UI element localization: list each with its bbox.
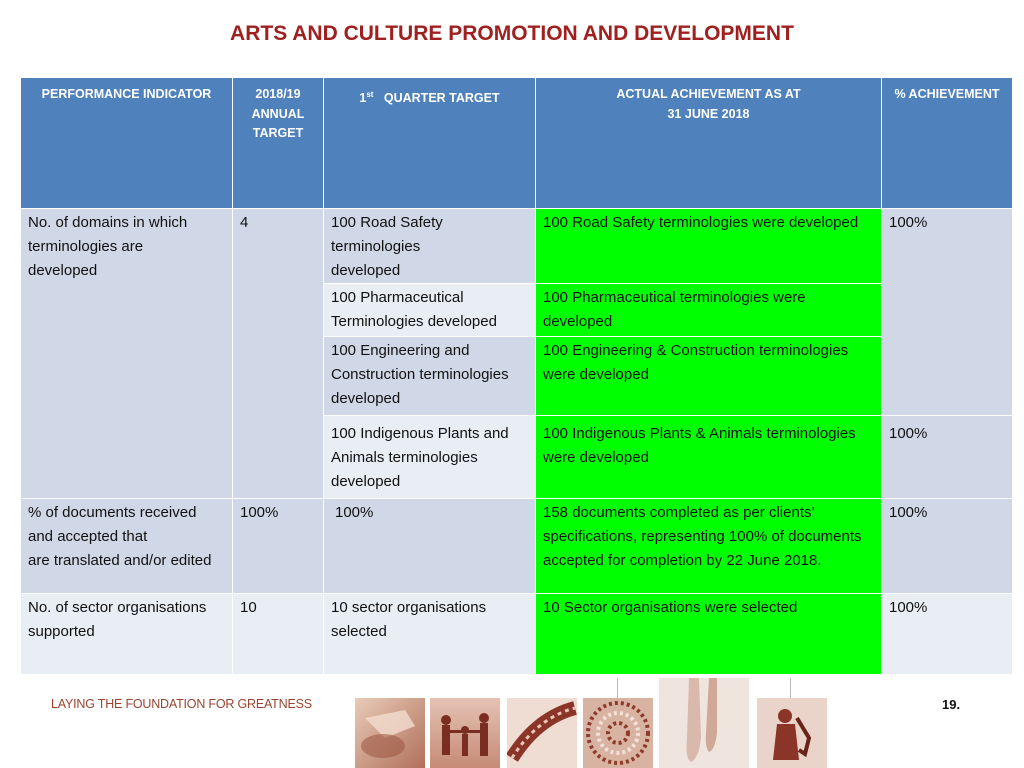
page-number: 19. (942, 697, 961, 712)
indicator-cell (21, 499, 233, 594)
quarter-target-cell: 100 Engineering and Construction terminologies developed (324, 337, 536, 416)
table-row (21, 209, 1013, 284)
footer-tagline: LAYING THE FOUNDATION FOR GREATNESS (51, 697, 312, 711)
actual-achievement-cell: 158 documents completed as per clients’ specifications, representing 100% of documents accepted for completion by 22 June 2018. (536, 499, 882, 594)
header-annual-target: 2018/19 ANNUAL TARGET (233, 78, 324, 209)
photo-saxophone-player (757, 698, 827, 768)
annual-target-cell: 4 (233, 209, 324, 499)
header-performance-indicator: PERFORMANCE INDICATOR (21, 78, 233, 209)
percent-cell: 100% (882, 416, 1013, 499)
footer-divider-right (790, 678, 791, 700)
table-row (21, 499, 1013, 594)
indicator-cell: No. of sector organisations supported (21, 594, 233, 675)
percent-cell: 100% (882, 499, 1013, 594)
indicator-line: and accepted that (28, 528, 148, 545)
header-actual-achievement (536, 78, 882, 209)
header-actual-line1: ACTUAL ACHIEVEMENT AS AT (616, 87, 801, 101)
annual-target-cell: 100% (233, 499, 324, 594)
percent-cell: 100% (882, 209, 1013, 416)
percent-cell: 100% (882, 594, 1013, 675)
quarter-target-cell: 100 Indigenous Plants and Animals terminologies developed (324, 416, 536, 499)
header-quarter-suffix: st (366, 90, 374, 99)
page-title: ARTS AND CULTURE PROMOTION AND DEVELOPMENT (230, 22, 794, 45)
quarter-target-cell: 10 sector organisations selected (324, 594, 536, 675)
header-percent-achievement: % ACHIEVEMENT (882, 78, 1013, 209)
header-quarter-target (324, 78, 536, 209)
indicator-cell: No. of domains in which terminologies are developed (21, 209, 233, 499)
indicator-line: % of documents received (28, 504, 197, 521)
table-header-row (21, 78, 1013, 209)
photo-family-silhouette (430, 698, 500, 768)
performance-table (20, 77, 1013, 675)
actual-achievement-cell: 100 Pharmaceutical terminologies were developed (536, 284, 882, 337)
photo-ballet-shoes (659, 678, 749, 768)
header-quarter-label: QUARTER TARGET (383, 91, 500, 106)
photo-hand-braille (355, 698, 425, 768)
header-actual-line2: 31 JUNE 2018 (667, 106, 750, 121)
actual-achievement-cell: 100 Engineering & Construction terminologies were developed (536, 337, 882, 416)
header-quarter-number: 1 (359, 91, 367, 106)
footer-divider-left (617, 678, 618, 700)
actual-achievement-cell: 10 Sector organisations were selected (536, 594, 882, 675)
actual-achievement-cell: 100 Road Safety terminologies were developed (536, 209, 882, 284)
annual-target-cell: 10 (233, 594, 324, 675)
photo-beadwork (583, 698, 653, 768)
indicator-line: are translated and/or edited (28, 552, 212, 569)
quarter-target-cell: 100% (324, 499, 536, 594)
table-row (21, 594, 1013, 675)
quarter-target-cell: 100 Road Safety terminologies developed (324, 209, 536, 284)
actual-achievement-cell: 100 Indigenous Plants & Animals terminologies were developed (536, 416, 882, 499)
quarter-target-cell: 100 Pharmaceutical Terminologies developed (324, 284, 536, 337)
photo-film-reel (507, 698, 577, 768)
